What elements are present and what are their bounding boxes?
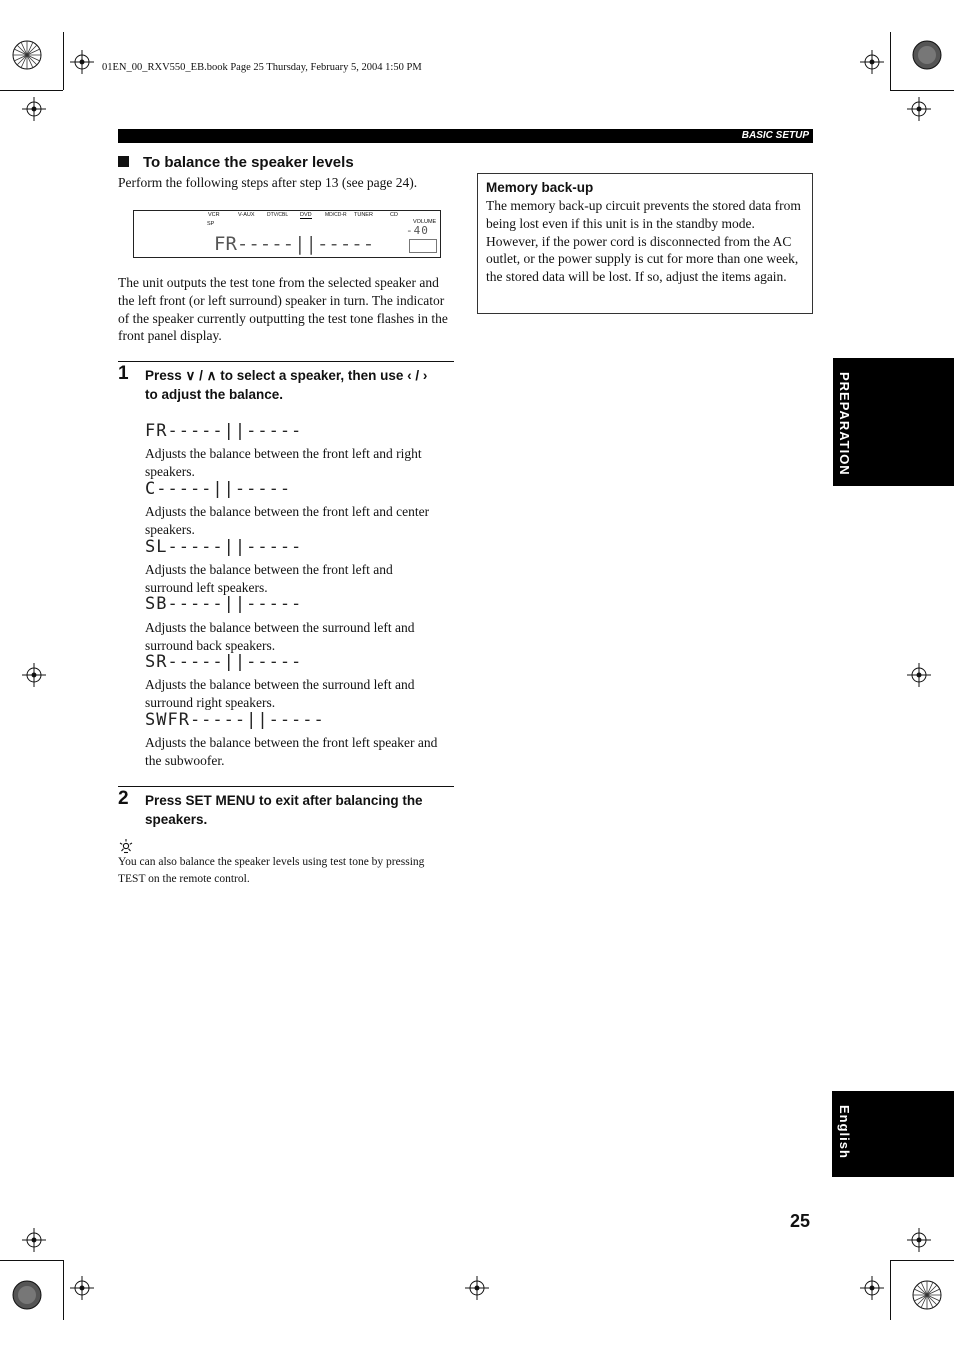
memory-backup-text: The memory back-up circuit prevents the stored data from being lost even if this unit is in the standby mode. However, if the power cord is disconnected from the AC outlet, or the power supply is cut for more than one week, the stored data will be lost. If so, adjust the items again. <box>486 198 801 285</box>
step-number: 1 <box>118 363 129 384</box>
display-readout: FR-----||----- <box>145 421 303 441</box>
volume-label: VOLUME <box>413 219 437 225</box>
sp-label: SP <box>207 221 215 227</box>
trim-line <box>63 32 64 90</box>
readout-description: Adjusts the balance between the front left and right speakers. <box>145 446 422 479</box>
display-indicator-icon <box>409 239 437 253</box>
tab-preparation <box>833 358 954 486</box>
trim-line <box>890 1260 891 1320</box>
display-readout: SB-----||----- <box>145 594 303 614</box>
registration-burst-icon <box>12 1280 42 1310</box>
display-readout: SWFR-----||----- <box>145 710 325 730</box>
display-readout: SL-----||----- <box>145 537 303 557</box>
display-readout: FR-----||----- <box>214 233 375 255</box>
trim-line <box>63 1260 64 1320</box>
registration-crosshair-icon <box>907 663 931 687</box>
page-number: 25 <box>790 1211 811 1231</box>
square-bullet-icon <box>118 156 129 167</box>
input-label: TUNER <box>354 212 373 218</box>
trim-line <box>0 1260 63 1261</box>
registration-crosshair-icon <box>860 1276 884 1300</box>
registration-burst-icon <box>912 1280 942 1310</box>
tab-preparation-label: PREPARATION <box>837 372 852 476</box>
trim-line <box>0 90 63 91</box>
tab-english-label: English <box>837 1105 852 1159</box>
tab-english <box>832 1091 954 1177</box>
registration-crosshair-icon <box>22 663 46 687</box>
readout-description: Adjusts the balance between the front left and center speakers. <box>145 504 430 537</box>
step-instruction-line: Press ∨ / ∧ to select a speaker, then use ‹ / › <box>145 368 428 383</box>
memory-backup-title: Memory back-up <box>486 180 594 195</box>
input-label: MD/CD-R <box>325 212 347 218</box>
description-paragraph: The unit outputs the test tone from the selected speaker and the left front (or left surround) speaker in turn. The indicator of the speaker currently outputting the test tone flashes in the front panel display. <box>118 275 448 344</box>
tip-lightbulb-icon <box>118 838 134 854</box>
trim-line <box>890 32 891 90</box>
readout-description: Adjusts the balance between the surround left and surround right speakers. <box>145 677 415 710</box>
file-info: 01EN_00_RXV550_EB.book Page 25 Thursday, February 5, 2004 1:50 PM <box>102 62 422 73</box>
tip-text: You can also balance the speaker levels using test tone by pressing TEST on the remote control. <box>118 856 425 885</box>
input-label: VCR <box>208 212 220 218</box>
step-number: 2 <box>118 788 129 809</box>
readout-description: Adjusts the balance between the front left speaker and the subwoofer. <box>145 735 438 768</box>
trim-line <box>890 1260 954 1261</box>
registration-crosshair-icon <box>860 50 884 74</box>
input-label: CD <box>390 212 398 218</box>
step-instruction-line: to adjust the balance. <box>145 387 284 402</box>
memory-backup-box <box>477 173 813 314</box>
trim-line <box>890 90 954 91</box>
step-divider <box>118 786 454 787</box>
section-label: BASIC SETUP <box>741 130 809 141</box>
section-title: To balance the speaker levels <box>118 154 354 171</box>
registration-crosshair-icon <box>907 1228 931 1252</box>
input-label: V-AUX <box>238 212 255 218</box>
registration-crosshair-icon <box>907 97 931 121</box>
volume-value: -40 <box>406 224 429 237</box>
front-panel-display <box>133 210 441 258</box>
registration-crosshair-icon <box>22 1228 46 1252</box>
readout-description: Adjusts the balance between the front left and surround left speakers. <box>145 562 393 595</box>
input-label: DTV/CBL <box>267 212 289 218</box>
registration-crosshair-icon <box>465 1276 489 1300</box>
input-label-active: DVD <box>300 212 312 218</box>
display-readout: SR-----||----- <box>145 652 303 672</box>
registration-crosshair-icon <box>22 97 46 121</box>
step-instruction-line: speakers. <box>145 812 208 827</box>
registration-crosshair-icon <box>70 50 94 74</box>
display-readout: C-----||----- <box>145 479 292 499</box>
readout-description: Adjusts the balance between the surround left and surround back speakers. <box>145 620 415 653</box>
registration-crosshair-icon <box>70 1276 94 1300</box>
section-header-bar <box>118 129 813 143</box>
registration-burst-icon <box>12 40 42 70</box>
intro-text: Perform the following steps after step 13 (see page 24). <box>118 175 418 190</box>
step-divider <box>118 361 454 362</box>
step-instruction-line: Press SET MENU to exit after balancing the <box>145 793 423 808</box>
registration-burst-icon <box>912 40 942 70</box>
